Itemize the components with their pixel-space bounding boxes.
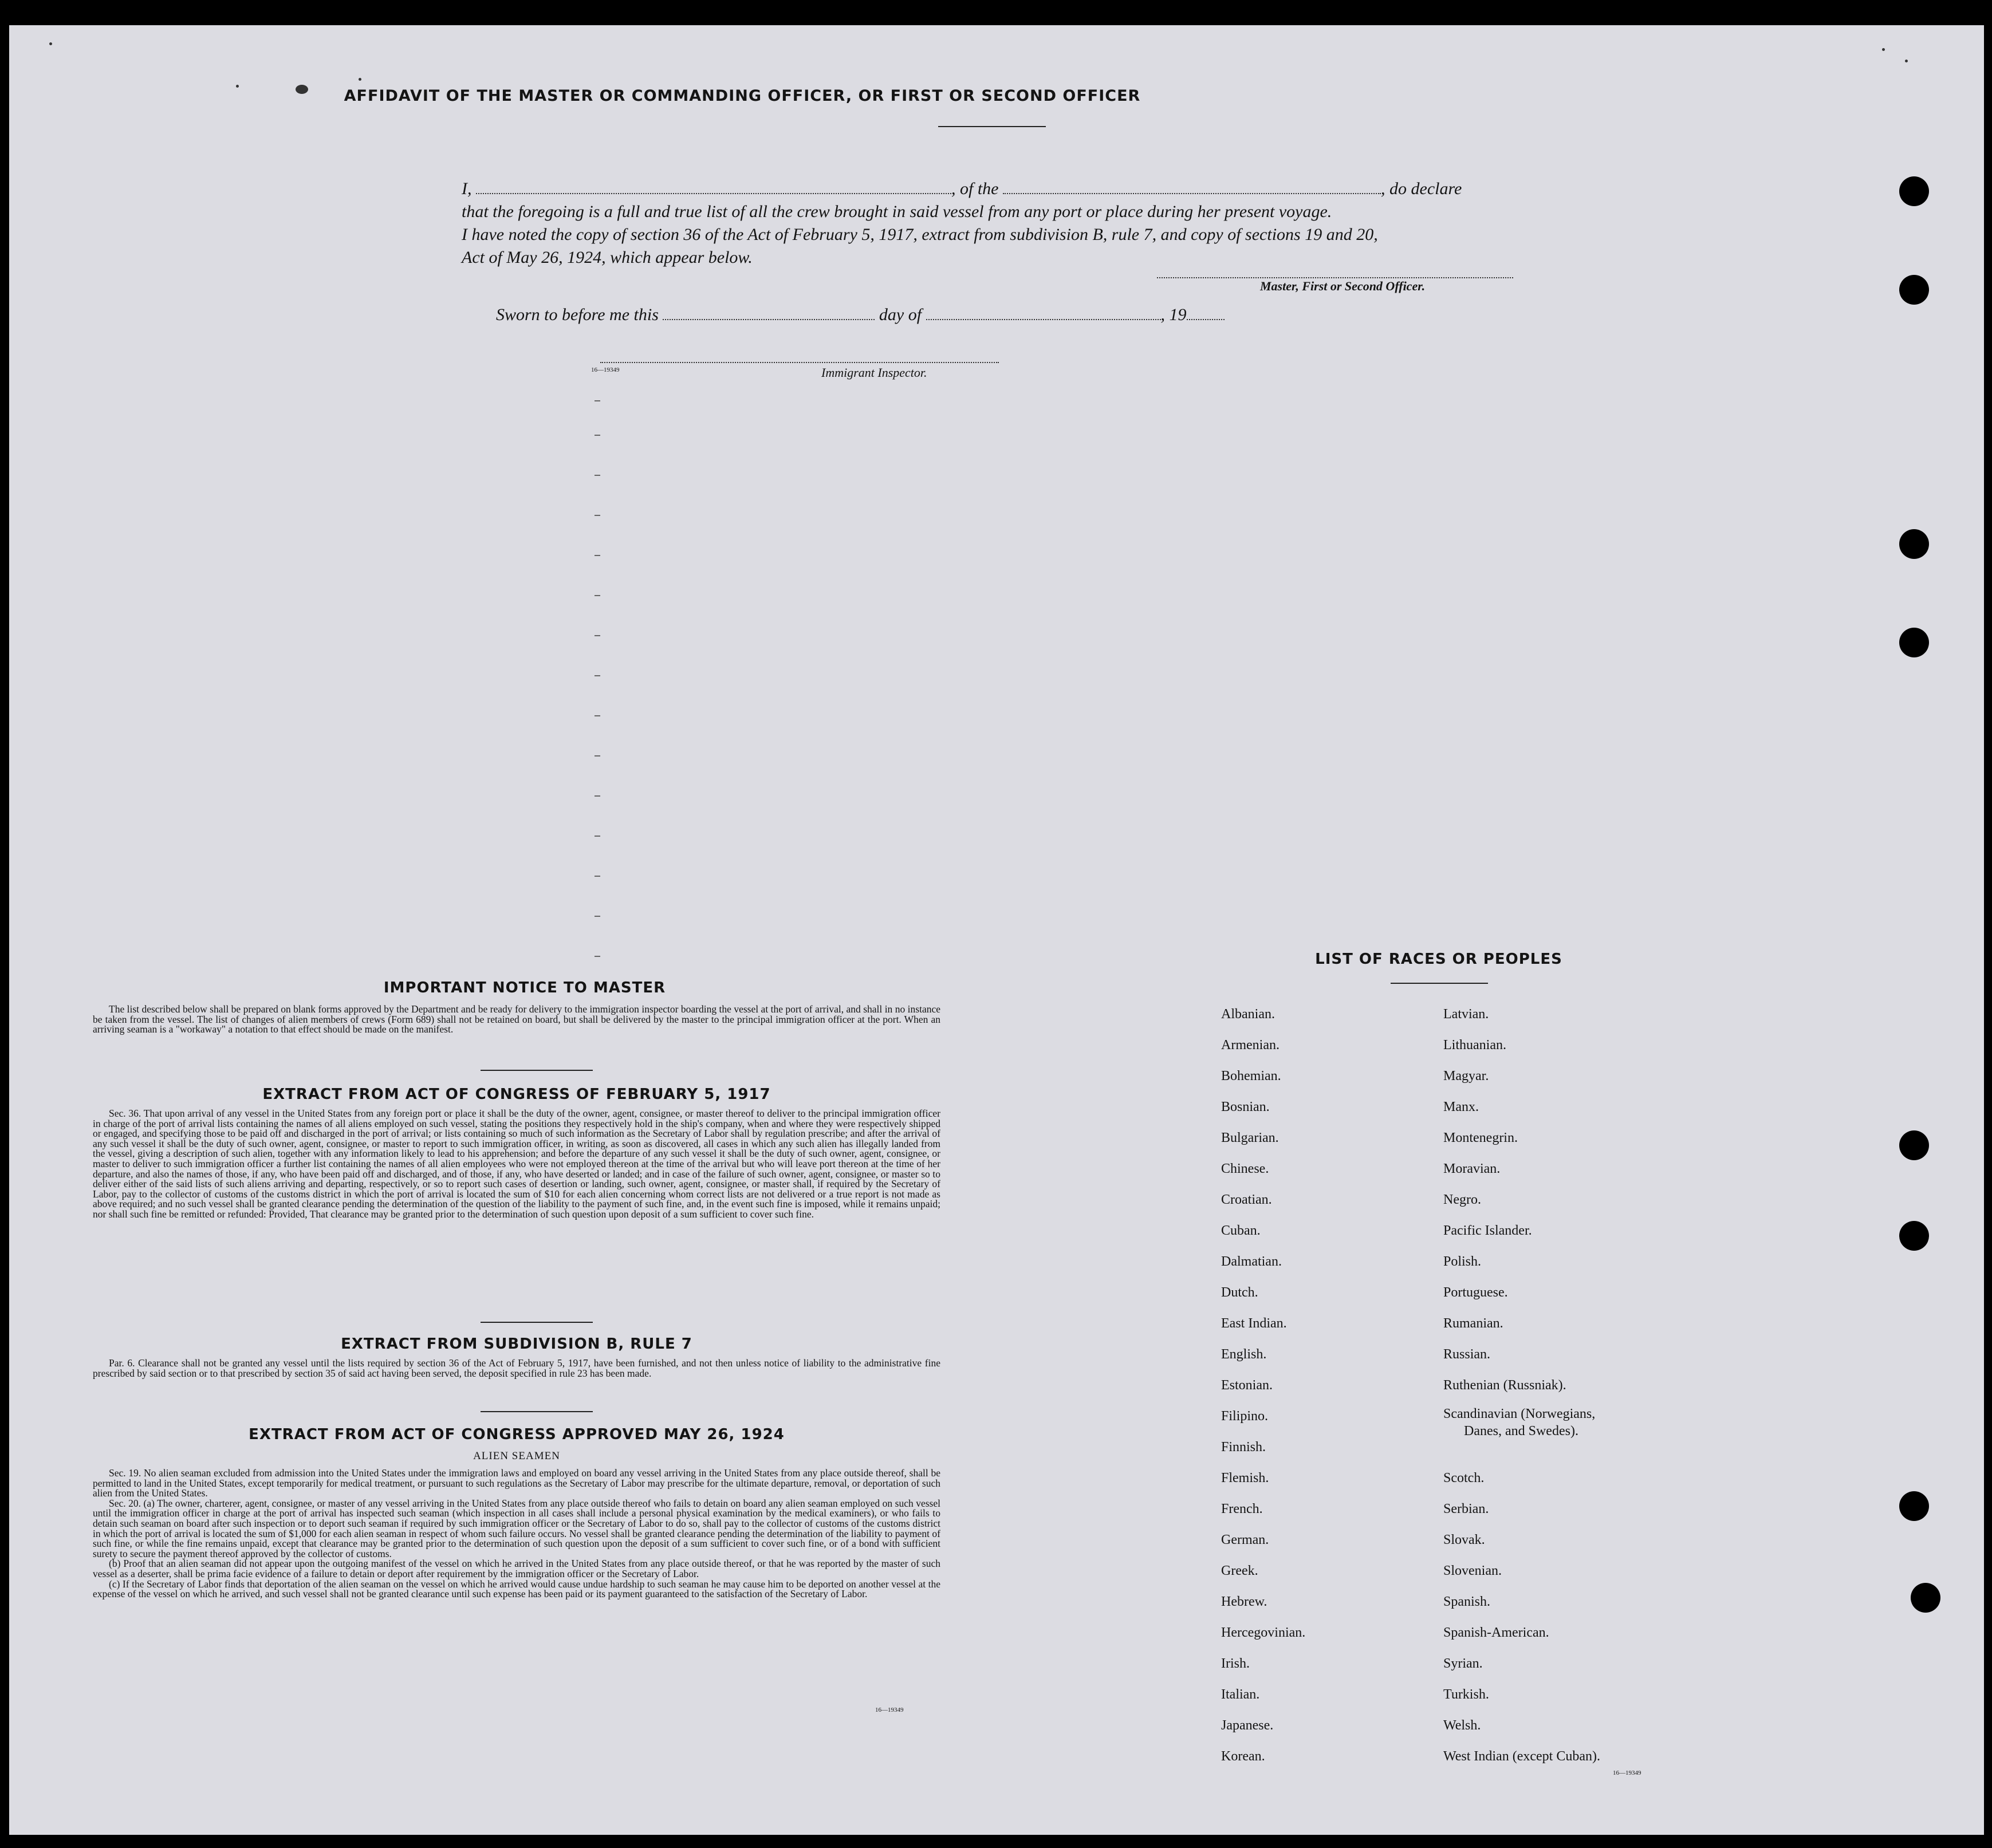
race-left-17: German.: [1221, 1532, 1269, 1547]
race-left-14: Finnish.: [1221, 1440, 1266, 1455]
punch-hole: [1911, 1583, 1940, 1613]
race-right-5: Moravian.: [1443, 1161, 1501, 1176]
sec-20b-text: (b) Proof that an alien seaman did not appear upon the outgoing manifest of the vessel on which he arrived in the United States from any place outside thereof, or that he was reported by the master of such vessel as a deserter, shall be prima facie evidence of a failure to detain or deport after requirement by the immigration officer or the Secretary of Labor.: [93, 1558, 940, 1579]
punch-hole: [1899, 628, 1929, 657]
sworn-line: [496, 304, 1225, 326]
notice-heading: IMPORTANT NOTICE TO MASTER: [383, 979, 666, 996]
race-right-21: Turkish.: [1443, 1687, 1489, 1702]
race-right-12: Ruthenian (Russniak).: [1443, 1378, 1566, 1393]
race-left-3: Bosnian.: [1221, 1100, 1270, 1114]
race-left-18: Greek.: [1221, 1563, 1258, 1578]
declaration-line-4: Act of May 26, 1924, which appear below.: [462, 248, 753, 267]
race-left-21: Irish.: [1221, 1656, 1250, 1671]
race-right-19: Spanish-American.: [1443, 1625, 1549, 1640]
race-left-10: East Indian.: [1221, 1316, 1287, 1331]
race-right-1: Lithuanian.: [1443, 1038, 1506, 1053]
punch-hole: [1899, 529, 1929, 559]
race-left-8: Dalmatian.: [1221, 1254, 1282, 1269]
extract-1917-heading: EXTRACT FROM ACT OF CONGRESS OF FEBRUARY 5, 1917: [262, 1086, 771, 1103]
extract-1917-text: Sec. 36. That upon arrival of any vessel in the United States from any foreign port or place it shall be the duty of the owner, agent, consignee, or master thereof to deliver to the principal immigration officer in charge of the port of arrival lists containing the names of all aliens employed on such vessel, stating the positions they respectively hold in the ship's company, when and where they were respectively shipped or engaged, and specifying those to be paid off and discharged in the port of arrival; or lists containing so much of such information as the Secretary of Labor shall by regulation prescribe; and after the arrival of any such vessel it shall be the duty of such owner, agent, consignee, or master to report to such immigration officer, in writing, as soon as discovered, all cases in which any such alien has illegally landed from the vessel, giving a description of such alien, together with any information likely to lead to his apprehension; and before the departure of any such vessel it shall be the duty of such owner, agent, consignee, or master to deliver to such immigration officer a further list containing the names of all alien employees who were not employed thereon at the time of the arrival but who will leave port thereon at the time of her departure, and also the names of those, if any, who have been paid off and discharged, and of those, if any, who have deserted or landed; and in case of the failure of such owner, agent, consignee, or master so to deliver either of the said lists of such aliens arriving and departing, respectively, or so to report such cases of desertion or landing, such owner, agent, consignee, or master shall, if required by the Secretary of Labor, pay to the collector of customs of the customs district in which the port of arrival is located the sum of $10 for each alien concerning whom correct lists are not delivered or a true report is not made as above required; and no such vessel shall be granted clearance pending the determination of the question of the liability to the payment of such fine, and, in the event such fine is imposed, while it remains unpaid; nor shall such fine be remitted or refunded: Provided, That clearance may be granted prior to the determination of such question upon deposit of a sum sufficient to cover such fine.: [93, 1108, 940, 1220]
race-left-0: Albanian.: [1221, 1007, 1275, 1022]
title-underline: [938, 126, 1046, 127]
divider-1: [481, 1070, 593, 1071]
sec-19-text: Sec. 19. No alien seaman excluded from admission into the United States under the immigration laws and employed on board any vessel arriving in the United States from any place outside thereof, shall be permitted to land in the United States, except temporarily for medical treatment, or pursuant to such regulations as the Secretary of Labor may prescribe for the ultimate departure, removal, or deportation of such alien from the United States.: [93, 1467, 940, 1499]
punch-hole: [1899, 1491, 1929, 1521]
punch-hole: [1899, 1130, 1929, 1160]
race-left-19: Hebrew.: [1221, 1594, 1267, 1609]
race-left-11: English.: [1221, 1347, 1267, 1362]
extract-rule7-heading: EXTRACT FROM SUBDIVISION B, RULE 7: [341, 1335, 692, 1353]
ink-speck: [359, 78, 361, 81]
race-left-23: Japanese.: [1221, 1718, 1274, 1733]
ink-speck: [1905, 60, 1908, 62]
declaration-line: [462, 178, 1462, 200]
race-right-14: Scotch.: [1443, 1471, 1485, 1486]
affidavit-title: AFFIDAVIT OF THE MASTER OR COMMANDING OFFICER, OR FIRST OR SECOND OFFICER: [344, 87, 1141, 105]
race-right-15: Serbian.: [1443, 1502, 1489, 1516]
punch-hole: [1899, 275, 1929, 305]
of-the-label: , of the: [951, 179, 999, 198]
inspector-caption: Immigrant Inspector.: [821, 365, 927, 380]
race-left-15: Flemish.: [1221, 1471, 1269, 1486]
alien-seamen-subheading: ALIEN SEAMEN: [473, 1450, 560, 1462]
ink-speck: [1882, 48, 1885, 51]
race-right-6: Negro.: [1443, 1192, 1481, 1207]
race-left-22: Italian.: [1221, 1687, 1260, 1702]
race-left-4: Bulgarian.: [1221, 1130, 1279, 1145]
do-declare-label: , do declare: [1381, 179, 1462, 198]
punch-hole: [1899, 1221, 1929, 1251]
race-left-20: Hercegovinian.: [1221, 1625, 1306, 1640]
sworn-day-blank[interactable]: [663, 308, 875, 320]
affidavit-form-number: 16—19349: [591, 367, 620, 373]
i-label: I,: [462, 179, 472, 198]
races-form-number: 16—19349: [1613, 1770, 1641, 1776]
sec-20c-text: (c) If the Secretary of Labor finds that deportation of the alien seaman on the vessel on which he arrived would cause undue hardship to such seaman he may cause him to be deported on another vessel at the expense of the vessel on which he arrived, and such vessel shall not be granted clearance until such expense has been paid or its payment guaranteed to the satisfaction of the Secretary of Labor.: [93, 1578, 940, 1600]
divider-3: [481, 1411, 593, 1412]
extract-1924-heading: EXTRACT FROM ACT OF CONGRESS APPROVED MAY 26, 1924: [249, 1426, 785, 1443]
sworn-year-blank[interactable]: [1187, 308, 1225, 320]
race-right-20: Syrian.: [1443, 1656, 1483, 1671]
day-of-label: day of: [879, 305, 922, 324]
extract-rule7-text: Par. 6. Clearance shall not be granted any vessel until the lists required by section 36 of the Act of February 5, 1917, have been furnished, and not then unless notice of liability to the administrative fine prescribed by said section or to that prescribed by section 35 of said act having been served, the deposit specified in rule 23 has been made.: [93, 1357, 940, 1379]
race-left-1: Armenian.: [1221, 1038, 1280, 1053]
year-label: , 19: [1160, 305, 1187, 324]
race-left-12: Estonian.: [1221, 1378, 1273, 1393]
races-underline: [1391, 983, 1488, 984]
race-right-3: Manx.: [1443, 1100, 1479, 1114]
ink-speck: [296, 85, 308, 94]
race-left-5: Chinese.: [1221, 1161, 1269, 1176]
race-right-8: Polish.: [1443, 1254, 1482, 1269]
signature-caption: Master, First or Second Officer.: [1260, 279, 1426, 293]
race-left-24: Korean.: [1221, 1749, 1265, 1764]
ink-speck: [49, 42, 52, 45]
race-right-18: Spanish.: [1443, 1594, 1491, 1609]
declaration-line-3: I have noted the copy of section 36 of the Act of February 5, 1917, extract from subdivision B, rule 7, and copy of sections 19 and 20,: [462, 225, 1378, 244]
race-left-13: Filipino.: [1221, 1409, 1269, 1424]
signature-line[interactable]: [1157, 277, 1513, 278]
race-right-10: Rumanian.: [1443, 1316, 1503, 1331]
name-blank[interactable]: [476, 182, 951, 194]
race-right-2: Magyar.: [1443, 1069, 1489, 1083]
race-right-11: Russian.: [1443, 1347, 1491, 1362]
sworn-month-blank[interactable]: [926, 308, 1161, 320]
notice-text: The list described below shall be prepared on blank forms approved by the Department and be ready for delivery to the immigration inspector boarding the vessel at the port of arrival, and shall in no instance be taken from the vessel. The list of changes of alien members of crews (Form 689) shall not be retained on board, but shall be delivered by the master to the principal immigration officer at the port. When an arriving seaman is a "workaway" a notation to that effect should be made on the manifest.: [93, 1003, 940, 1035]
extracts-form-number: 16—19349: [875, 1707, 904, 1713]
vessel-blank[interactable]: [1003, 182, 1381, 194]
race-right-7: Pacific Islander.: [1443, 1223, 1532, 1238]
race-left-16: French.: [1221, 1502, 1263, 1516]
races-heading: LIST OF RACES OR PEOPLES: [1315, 951, 1562, 968]
race-left-6: Croatian.: [1221, 1192, 1272, 1207]
race-right-9: Portuguese.: [1443, 1285, 1508, 1300]
race-right-16: Slovak.: [1443, 1532, 1485, 1547]
race-right-13: Scandinavian (Norwegians,: [1443, 1406, 1596, 1421]
race-left-9: Dutch.: [1221, 1285, 1258, 1300]
extract-1924-text: [93, 1468, 940, 1599]
race-right-22: Welsh.: [1443, 1718, 1481, 1733]
sec-20a-text: Sec. 20. (a) The owner, charterer, agent, consignee, or master of any vessel arriving in the United States from any place outside thereof who fails to detain on board any alien seaman employed on such vessel until the immigration officer in charge at the port of arrival has inspected such seaman (which inspection in all cases shall include a personal physical examination by the medical examiners), or who fails to detain such seaman on board after such inspection or to deport such seaman if required by such immigration officer or the Secretary of Labor to do so, shall pay to the collector of customs of the customs district in which the port of arrival is located the sum of $1,000 for each alien seaman in respect of whom such failure occurs. No vessel shall be granted clearance pending the determination of the liability to payment of such fine, or while the fine remains unpaid, except that clearance may be granted prior to the determination of such question upon the deposit of a sum sufficient to cover such fine, or of a bond with sufficient surety to secure the payment thereof approved by the collector of customs.: [93, 1497, 940, 1559]
divider-2: [481, 1322, 593, 1323]
punch-hole: [1899, 176, 1929, 206]
race-right-23: West Indian (except Cuban).: [1443, 1749, 1600, 1764]
race-right-13-continuation: Danes, and Swedes).: [1464, 1424, 1578, 1439]
sworn-label: Sworn to before me this: [496, 305, 659, 324]
inspector-signature-line[interactable]: [600, 362, 999, 363]
race-right-17: Slovenian.: [1443, 1563, 1502, 1578]
ink-speck: [236, 85, 239, 88]
document-page: [9, 25, 1984, 1835]
race-right-0: Latvian.: [1443, 1007, 1489, 1022]
race-left-2: Bohemian.: [1221, 1069, 1281, 1083]
race-left-7: Cuban.: [1221, 1223, 1261, 1238]
declaration-line-2: that the foregoing is a full and true list of all the crew brought in said vessel from any port or place during her present voyage.: [462, 202, 1332, 221]
race-right-4: Montenegrin.: [1443, 1130, 1518, 1145]
